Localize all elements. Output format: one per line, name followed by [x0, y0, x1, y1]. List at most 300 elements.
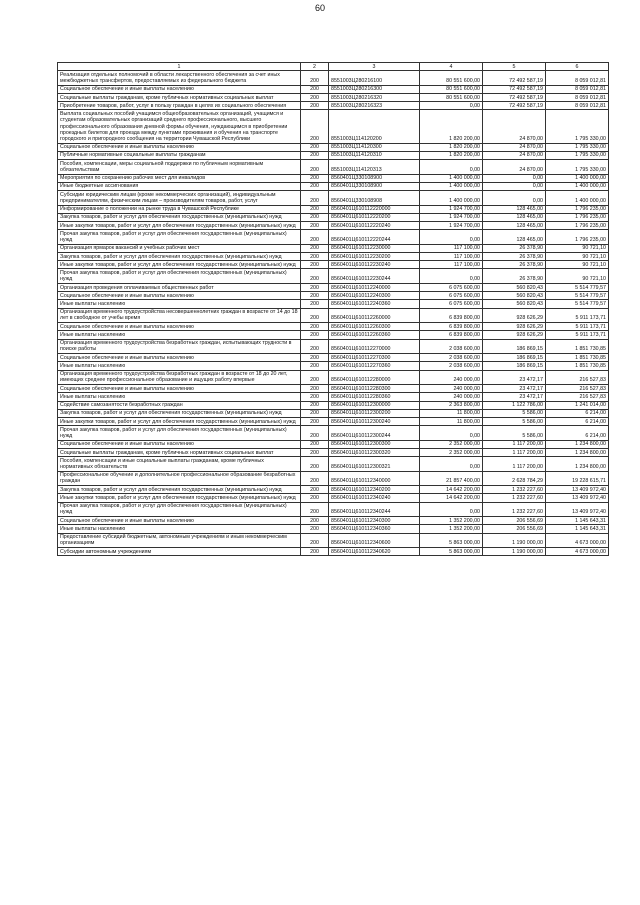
line-code-cell: 200 [301, 244, 329, 252]
row-name-cell: Иные закупки товаров, работ и услуг для обеспечения государственных (муниципальных) нужд [58, 261, 301, 269]
row-name-cell: Иные выплаты населению [58, 525, 301, 533]
executed-amount-cell: 128 465,00 [483, 213, 546, 221]
executed-amount-cell: 186 869,15 [483, 339, 546, 353]
approved-amount-cell: 2 352 000,00 [420, 448, 483, 456]
budget-code-cell: 8560401Ц610112230244 [329, 269, 420, 283]
executed-amount-cell: 23 472,17 [483, 370, 546, 384]
approved-amount-cell: 11 800,00 [420, 409, 483, 417]
approved-amount-cell: 2 363 800,00 [420, 401, 483, 409]
table-row [58, 533, 609, 547]
remaining-amount-cell: 4 673 000,00 [546, 548, 609, 556]
budget-code-cell: 8560401Ц610112220000 [329, 205, 420, 213]
budget-code-cell: 8560401Ц610112240360 [329, 300, 420, 308]
budget-code-cell: 8551003Ц114120313 [329, 160, 420, 174]
approved-amount-cell: 240 000,00 [420, 385, 483, 393]
budget-code-cell: 8560401Ц610112240000 [329, 283, 420, 291]
remaining-amount-cell: 1 234 800,00 [546, 457, 609, 471]
table-row [58, 143, 609, 151]
executed-amount-cell: 24 870,00 [483, 110, 546, 143]
table-row [58, 525, 609, 533]
column-header: 2 [301, 63, 329, 71]
approved-amount-cell: 2 352 000,00 [420, 440, 483, 448]
budget-code-cell: 8560401Ц610112300000 [329, 401, 420, 409]
line-code-cell: 200 [301, 323, 329, 331]
approved-amount-cell: 2 038 600,00 [420, 362, 483, 370]
approved-amount-cell: 1 820 200,00 [420, 143, 483, 151]
row-name-cell: Закупка товаров, работ и услуг для обеспечения государственных (муниципальных) нужд [58, 486, 301, 494]
remaining-amount-cell: 1 241 014,00 [546, 401, 609, 409]
approved-amount-cell: 117 100,00 [420, 244, 483, 252]
approved-amount-cell: 80 551 600,00 [420, 85, 483, 93]
table-row [58, 160, 609, 174]
remaining-amount-cell: 90 721,10 [546, 261, 609, 269]
line-code-cell: 200 [301, 182, 329, 190]
line-code-cell: 200 [301, 71, 329, 85]
budget-code-cell: 8551003Ц280216100 [329, 71, 420, 85]
executed-amount-cell: 1 122 786,00 [483, 401, 546, 409]
line-code-cell: 200 [301, 525, 329, 533]
row-name-cell: Пособия, компенсации, меры социальной поддержки по публичным нормативным обязательствам [58, 160, 301, 174]
approved-amount-cell: 1 352 200,00 [420, 517, 483, 525]
column-header: 3 [329, 63, 420, 71]
budget-code-cell: 8551003Ц280216320 [329, 93, 420, 101]
line-code-cell: 200 [301, 269, 329, 283]
line-code-cell: 200 [301, 533, 329, 547]
line-code-cell: 200 [301, 102, 329, 110]
remaining-amount-cell: 1 851 730,85 [546, 362, 609, 370]
line-code-cell: 200 [301, 85, 329, 93]
executed-amount-cell: 0,00 [483, 174, 546, 182]
table-row [58, 517, 609, 525]
budget-code-cell: 8560401Ц610112300320 [329, 448, 420, 456]
line-code-cell: 200 [301, 393, 329, 401]
table-row [58, 393, 609, 401]
executed-amount-cell: 1 117 200,00 [483, 440, 546, 448]
remaining-amount-cell: 4 673 000,00 [546, 533, 609, 547]
row-name-cell: Публичные нормативные социальные выплаты гражданам [58, 151, 301, 159]
executed-amount-cell: 1 190 000,00 [483, 533, 546, 547]
line-code-cell: 200 [301, 222, 329, 230]
budget-code-cell: 8560401Ц610112270360 [329, 362, 420, 370]
executed-amount-cell: 24 870,00 [483, 151, 546, 159]
remaining-amount-cell: 5 911 173,71 [546, 323, 609, 331]
executed-amount-cell: 560 820,43 [483, 283, 546, 291]
budget-code-cell: 8560401Ц610112270000 [329, 339, 420, 353]
executed-amount-cell: 128 465,00 [483, 222, 546, 230]
approved-amount-cell: 14 642 200,00 [420, 486, 483, 494]
approved-amount-cell: 0,00 [420, 102, 483, 110]
remaining-amount-cell: 5 514 779,57 [546, 283, 609, 291]
line-code-cell: 200 [301, 292, 329, 300]
approved-amount-cell: 1 820 200,00 [420, 151, 483, 159]
table-row [58, 354, 609, 362]
page-number: 60 [314, 3, 325, 13]
row-name-cell: Социальные выплаты гражданам, кроме публичных нормативных социальных выплат [58, 448, 301, 456]
budget-code-cell: 8560401Ц610112340600 [329, 533, 420, 547]
approved-amount-cell: 0,00 [420, 457, 483, 471]
row-name-cell: Закупка товаров, работ и услуг для обеспечения государственных (муниципальных) нужд [58, 409, 301, 417]
line-code-cell: 200 [301, 457, 329, 471]
row-name-cell: Иные выплаты населению [58, 331, 301, 339]
table-row [58, 244, 609, 252]
remaining-amount-cell: 1 145 643,31 [546, 525, 609, 533]
table-row [58, 300, 609, 308]
table-row [58, 308, 609, 322]
remaining-amount-cell: 1 400 000,00 [546, 182, 609, 190]
column-header: 1 [58, 63, 301, 71]
remaining-amount-cell: 216 527,83 [546, 385, 609, 393]
budget-code-cell: 8560401Ц610112220244 [329, 230, 420, 244]
remaining-amount-cell: 13 409 972,40 [546, 486, 609, 494]
executed-amount-cell: 26 378,90 [483, 269, 546, 283]
approved-amount-cell: 1 400 000,00 [420, 182, 483, 190]
line-code-cell: 200 [301, 362, 329, 370]
approved-amount-cell: 240 000,00 [420, 393, 483, 401]
table-row [58, 182, 609, 190]
approved-amount-cell: 117 100,00 [420, 261, 483, 269]
line-code-cell: 200 [301, 174, 329, 182]
budget-code-cell: 8560401Ц610112220240 [329, 222, 420, 230]
budget-code-cell: 8560401Ц610112300321 [329, 457, 420, 471]
budget-code-cell: 8560401Ц610112300240 [329, 417, 420, 425]
row-name-cell: Социальное обеспечение и иные выплаты населению [58, 440, 301, 448]
table-row [58, 213, 609, 221]
row-name-cell: Иные выплаты населению [58, 393, 301, 401]
executed-amount-cell: 1 232 227,60 [483, 486, 546, 494]
line-code-cell: 200 [301, 417, 329, 425]
row-name-cell: Приобретение товаров, работ, услуг в пользу граждан в целях их социального обеспечения [58, 102, 301, 110]
remaining-amount-cell: 1 145 643,31 [546, 517, 609, 525]
row-name-cell: Организация временного трудоустройства безработных граждан в возрасте от 18 до 20 лет, имеющих среднее профессиональное образование и ищущих работу впервые [58, 370, 301, 384]
table-row [58, 71, 609, 85]
budget-code-cell: 8560401Ц610112340200 [329, 486, 420, 494]
budget-code-cell: 8560401Ц330108908 [329, 191, 420, 205]
table-header-row [58, 63, 609, 71]
line-code-cell: 200 [301, 354, 329, 362]
budget-code-cell: 8560401Ц610112280300 [329, 385, 420, 393]
line-code-cell: 200 [301, 426, 329, 440]
remaining-amount-cell: 1 796 235,00 [546, 230, 609, 244]
executed-amount-cell: 72 492 587,19 [483, 102, 546, 110]
remaining-amount-cell: 1 796 235,00 [546, 205, 609, 213]
executed-amount-cell: 26 378,90 [483, 252, 546, 260]
row-name-cell: Иные выплаты населению [58, 362, 301, 370]
column-header: 5 [483, 63, 546, 71]
row-name-cell: Организация временного трудоустройства несовершеннолетних граждан в возрасте от 14 до 18 лет в свободное от учебы время [58, 308, 301, 322]
remaining-amount-cell: 5 911 173,71 [546, 331, 609, 339]
table-row [58, 85, 609, 93]
line-code-cell: 200 [301, 205, 329, 213]
row-name-cell: Субсидии автономным учреждениям [58, 548, 301, 556]
remaining-amount-cell: 13 409 972,40 [546, 502, 609, 516]
table-row [58, 339, 609, 353]
executed-amount-cell: 206 556,69 [483, 525, 546, 533]
table-row [58, 331, 609, 339]
approved-amount-cell: 117 100,00 [420, 252, 483, 260]
remaining-amount-cell: 216 527,83 [546, 370, 609, 384]
table-row [58, 362, 609, 370]
budget-code-cell: 8560401Ц610112220200 [329, 213, 420, 221]
executed-amount-cell: 560 820,43 [483, 292, 546, 300]
approved-amount-cell: 6 839 800,00 [420, 323, 483, 331]
approved-amount-cell: 1 924 700,00 [420, 222, 483, 230]
executed-amount-cell: 26 378,90 [483, 244, 546, 252]
approved-amount-cell: 5 863 000,00 [420, 548, 483, 556]
budget-code-cell: 8560401Ц610112260000 [329, 308, 420, 322]
budget-code-cell: 8560401Ц610112340300 [329, 517, 420, 525]
table-row [58, 151, 609, 159]
executed-amount-cell: 24 870,00 [483, 143, 546, 151]
executed-amount-cell: 0,00 [483, 191, 546, 205]
row-name-cell: Организация проведения оплачиваемых общественных работ [58, 283, 301, 291]
executed-amount-cell: 128 465,00 [483, 230, 546, 244]
executed-amount-cell: 72 492 587,19 [483, 85, 546, 93]
table-row [58, 292, 609, 300]
row-name-cell: Социальное обеспечение и иные выплаты населению [58, 292, 301, 300]
remaining-amount-cell: 1 851 730,85 [546, 339, 609, 353]
budget-code-cell: 8560401Ц610112260300 [329, 323, 420, 331]
remaining-amount-cell: 1 796 235,00 [546, 213, 609, 221]
table-row [58, 457, 609, 471]
remaining-amount-cell: 1 795 330,00 [546, 160, 609, 174]
approved-amount-cell: 21 857 400,00 [420, 471, 483, 485]
executed-amount-cell: 2 628 784,29 [483, 471, 546, 485]
remaining-amount-cell: 6 214,00 [546, 417, 609, 425]
table-row [58, 426, 609, 440]
row-name-cell: Содействие самозанятости безработных граждан [58, 401, 301, 409]
line-code-cell: 200 [301, 517, 329, 525]
row-name-cell: Социальное обеспечение и иные выплаты населению [58, 323, 301, 331]
approved-amount-cell: 1 924 700,00 [420, 213, 483, 221]
budget-code-cell: 8560401Ц610112230240 [329, 261, 420, 269]
remaining-amount-cell: 1 795 330,00 [546, 143, 609, 151]
table-row [58, 261, 609, 269]
table-row [58, 174, 609, 182]
executed-amount-cell: 1 232 227,60 [483, 494, 546, 502]
line-code-cell: 200 [301, 486, 329, 494]
approved-amount-cell: 5 863 000,00 [420, 533, 483, 547]
remaining-amount-cell: 1 400 000,00 [546, 191, 609, 205]
row-name-cell: Реализация отдельных полномочий в области лекарственного обеспечения за счет иных межбюджетных трансфертов, предоставляемых из федерального бюджета [58, 71, 301, 85]
executed-amount-cell: 26 378,90 [483, 261, 546, 269]
line-code-cell: 200 [301, 160, 329, 174]
row-name-cell: Пособия, компенсации и иные социальные выплаты гражданам, кроме публичных нормативных обязательств [58, 457, 301, 471]
row-name-cell: Выплата социальных пособий учащимся общеобразовательных организаций, учащимся и студентам образовательных организаций среднего профессионального, высшего профессионального образования дневной формы обучения, нуждающимся в приобретении проездных билетов для проезда между пунктами проживания и обучения на транспорте городского и пригородного сообщения на территории Чувашской Республики [58, 110, 301, 143]
approved-amount-cell: 1 352 200,00 [420, 525, 483, 533]
column-header: 4 [420, 63, 483, 71]
line-code-cell: 200 [301, 331, 329, 339]
table-row [58, 283, 609, 291]
table-body [58, 71, 609, 556]
table-row [58, 401, 609, 409]
line-code-cell: 200 [301, 494, 329, 502]
remaining-amount-cell: 1 795 330,00 [546, 151, 609, 159]
table-row [58, 417, 609, 425]
executed-amount-cell: 0,00 [483, 182, 546, 190]
budget-code-cell: 8560401Ц610112340620 [329, 548, 420, 556]
remaining-amount-cell: 8 059 012,81 [546, 85, 609, 93]
executed-amount-cell: 5 586,00 [483, 417, 546, 425]
remaining-amount-cell: 6 214,00 [546, 426, 609, 440]
approved-amount-cell: 0,00 [420, 426, 483, 440]
table-row [58, 486, 609, 494]
approved-amount-cell: 6 839 800,00 [420, 308, 483, 322]
budget-code-cell: 8560401Ц610112240300 [329, 292, 420, 300]
executed-amount-cell: 128 465,00 [483, 205, 546, 213]
budget-code-cell: 8560401Ц610112280360 [329, 393, 420, 401]
row-name-cell: Иные выплаты населению [58, 300, 301, 308]
row-name-cell: Социальное обеспечение и иные выплаты населению [58, 85, 301, 93]
row-name-cell: Организация ярмарок вакансий и учебных рабочих мест [58, 244, 301, 252]
remaining-amount-cell: 6 214,00 [546, 409, 609, 417]
approved-amount-cell: 1 400 000,00 [420, 174, 483, 182]
executed-amount-cell: 186 869,15 [483, 362, 546, 370]
row-name-cell: Иные закупки товаров, работ и услуг для обеспечения государственных (муниципальных) нужд [58, 222, 301, 230]
budget-code-cell: 8560401Ц610112340000 [329, 471, 420, 485]
table-row [58, 252, 609, 260]
row-name-cell: Предоставление субсидий бюджетным, автономным учреждениям и иным некоммерческим организациям [58, 533, 301, 547]
table-row [58, 494, 609, 502]
remaining-amount-cell: 8 059 012,81 [546, 102, 609, 110]
table-row [58, 269, 609, 283]
approved-amount-cell: 0,00 [420, 230, 483, 244]
line-code-cell: 200 [301, 143, 329, 151]
line-code-cell: 200 [301, 385, 329, 393]
budget-code-cell: 8560401Ц610112340360 [329, 525, 420, 533]
approved-amount-cell: 1 924 700,00 [420, 205, 483, 213]
budget-code-cell: 8551003Ц114120310 [329, 151, 420, 159]
approved-amount-cell: 14 642 200,00 [420, 494, 483, 502]
table-row [58, 385, 609, 393]
budget-code-cell: 8560401Ц610112340240 [329, 494, 420, 502]
row-name-cell: Закупка товаров, работ и услуг для обеспечения государственных (муниципальных) нужд [58, 213, 301, 221]
remaining-amount-cell: 1 234 800,00 [546, 440, 609, 448]
approved-amount-cell: 0,00 [420, 269, 483, 283]
line-code-cell: 200 [301, 230, 329, 244]
table-row [58, 548, 609, 556]
approved-amount-cell: 6 075 600,00 [420, 300, 483, 308]
table-row [58, 222, 609, 230]
table-row [58, 409, 609, 417]
approved-amount-cell: 2 038 600,00 [420, 354, 483, 362]
approved-amount-cell: 1 820 200,00 [420, 110, 483, 143]
line-code-cell: 200 [301, 548, 329, 556]
row-name-cell: Иные закупки товаров, работ и услуг для обеспечения государственных (муниципальных) нужд [58, 417, 301, 425]
executed-amount-cell: 1 190 000,00 [483, 548, 546, 556]
remaining-amount-cell: 1 795 330,00 [546, 110, 609, 143]
table-row [58, 471, 609, 485]
budget-code-cell: 8560401Ц610112260360 [329, 331, 420, 339]
table-row [58, 205, 609, 213]
line-code-cell: 200 [301, 308, 329, 322]
table-row [58, 191, 609, 205]
line-code-cell: 200 [301, 409, 329, 417]
line-code-cell: 200 [301, 191, 329, 205]
executed-amount-cell: 1 232 227,60 [483, 502, 546, 516]
executed-amount-cell: 5 586,00 [483, 409, 546, 417]
line-code-cell: 200 [301, 252, 329, 260]
row-name-cell: Информирование о положении на рынке труда в Чувашской Республике [58, 205, 301, 213]
approved-amount-cell: 11 800,00 [420, 417, 483, 425]
row-name-cell: Мероприятия по сохранению рабочих мест для инвалидов [58, 174, 301, 182]
remaining-amount-cell: 216 527,83 [546, 393, 609, 401]
budget-execution-table [57, 62, 609, 556]
row-name-cell: Прочая закупка товаров, работ и услуг для обеспечения государственных (муниципальных) нужд [58, 426, 301, 440]
executed-amount-cell: 5 586,00 [483, 426, 546, 440]
approved-amount-cell: 6 839 800,00 [420, 331, 483, 339]
budget-code-cell: 8560401Ц610112300244 [329, 426, 420, 440]
table-row [58, 448, 609, 456]
remaining-amount-cell: 90 721,10 [546, 269, 609, 283]
remaining-amount-cell: 1 851 730,85 [546, 354, 609, 362]
row-name-cell: Иные закупки товаров, работ и услуг для обеспечения государственных (муниципальных) нужд [58, 494, 301, 502]
approved-amount-cell: 80 551 600,00 [420, 93, 483, 101]
budget-code-cell: 8560401Ц610112270300 [329, 354, 420, 362]
budget-code-cell: 8560401Ц610112230000 [329, 244, 420, 252]
approved-amount-cell: 0,00 [420, 160, 483, 174]
row-name-cell: Социальное обеспечение и иные выплаты населению [58, 354, 301, 362]
table-row [58, 323, 609, 331]
executed-amount-cell: 72 492 587,19 [483, 93, 546, 101]
budget-code-cell: 8560401Ц610112300200 [329, 409, 420, 417]
row-name-cell: Иные бюджетные ассигнования [58, 182, 301, 190]
line-code-cell: 200 [301, 261, 329, 269]
line-code-cell: 200 [301, 110, 329, 143]
line-code-cell: 200 [301, 300, 329, 308]
budget-code-cell: 8560401Ц610112300300 [329, 440, 420, 448]
approved-amount-cell: 2 038 600,00 [420, 339, 483, 353]
line-code-cell: 200 [301, 339, 329, 353]
table-row [58, 440, 609, 448]
line-code-cell: 200 [301, 370, 329, 384]
line-code-cell: 200 [301, 471, 329, 485]
executed-amount-cell: 72 492 587,19 [483, 71, 546, 85]
row-name-cell: Социальное обеспечение и иные выплаты населению [58, 385, 301, 393]
table-row [58, 110, 609, 143]
row-name-cell: Субсидии юридическим лицам (кроме некоммерческих организаций), индивидуальным предпринимателям, физическим лицам – производителям товаров, работ, услуг [58, 191, 301, 205]
row-name-cell: Прочая закупка товаров, работ и услуг для обеспечения государственных (муниципальных) нужд [58, 230, 301, 244]
approved-amount-cell: 240 000,00 [420, 370, 483, 384]
remaining-amount-cell: 5 514 779,57 [546, 292, 609, 300]
row-name-cell: Прочая закупка товаров, работ и услуг для обеспечения государственных (муниципальных) нужд [58, 269, 301, 283]
row-name-cell: Социальное обеспечение и иные выплаты населению [58, 517, 301, 525]
executed-amount-cell: 1 117 200,00 [483, 457, 546, 471]
executed-amount-cell: 1 117 200,00 [483, 448, 546, 456]
executed-amount-cell: 24 870,00 [483, 160, 546, 174]
row-name-cell: Социальные выплаты гражданам, кроме публичных нормативных социальных выплат [58, 93, 301, 101]
row-name-cell: Закупка товаров, работ и услуг для обеспечения государственных (муниципальных) нужд [58, 252, 301, 260]
budget-code-cell: 8560401Ц330108900 [329, 174, 420, 182]
remaining-amount-cell: 19 228 615,71 [546, 471, 609, 485]
line-code-cell: 200 [301, 502, 329, 516]
row-name-cell: Профессиональное обучение и дополнительное профессиональное образование безработных граждан [58, 471, 301, 485]
remaining-amount-cell: 1 400 000,00 [546, 174, 609, 182]
budget-code-cell: 8551003Ц114120300 [329, 143, 420, 151]
executed-amount-cell: 23 472,17 [483, 385, 546, 393]
line-code-cell: 200 [301, 440, 329, 448]
budget-code-cell: 8551003Ц280216323 [329, 102, 420, 110]
line-code-cell: 200 [301, 93, 329, 101]
table-row [58, 370, 609, 384]
budget-code-cell: 8560401Ц330108900 [329, 182, 420, 190]
remaining-amount-cell: 8 059 012,81 [546, 93, 609, 101]
budget-code-cell: 8560401Ц610112230200 [329, 252, 420, 260]
executed-amount-cell: 23 472,17 [483, 393, 546, 401]
line-code-cell: 200 [301, 283, 329, 291]
executed-amount-cell: 928 626,29 [483, 323, 546, 331]
approved-amount-cell: 0,00 [420, 502, 483, 516]
table-row [58, 502, 609, 516]
